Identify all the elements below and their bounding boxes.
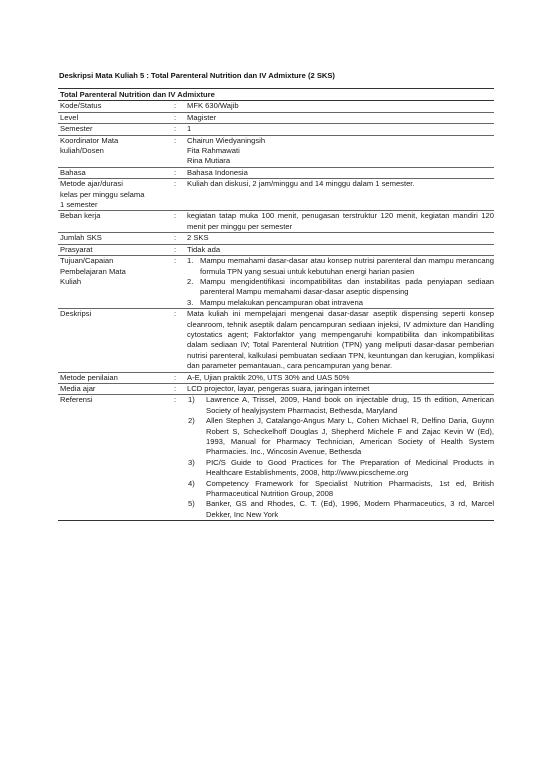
item-text: Mampu mengidentifikasi incompatibilitas dan instabilitas pada penyiapan sediaan parenteral Mampu memahami dasar-dasar aseptic dispensing: [200, 276, 495, 297]
item-text: Competency Framework for Specialist Nutrition Pharmacists, 1st ed, British Pharmaceutical Nutrition Group, 2008: [206, 478, 495, 499]
list-item: [187, 416, 494, 458]
table-row-bahasa: [58, 167, 494, 178]
item-number: 3.: [187, 297, 194, 307]
row-value: kegiatan tatap muka 100 menit, penugasan terstruktur 120 menit, kegiatan mandiri 120 menit per minggu per semester: [187, 211, 495, 231]
list-item: [187, 395, 494, 416]
row-value: A-E, Ujian praktik 20%, UTS 30% and UAS 50%: [185, 372, 494, 383]
row-colon: :: [172, 309, 185, 372]
row-value: Mata kuliah ini mempelajari mengenai dasar-dasar aseptik dispensing seperti konsep cleanroom, tehnik aseptik dalam pencampuran sediaan injeksi, IV admixture dan Handling cytostatics agent; Faktorfaktor yang mempengaruhi kompatibilita dan inkompatibilitas dalam sediaan IV; Total Parenteral Nutrition (TPN) yang meliputi dasar-dasar pemberian nutrisi parenteral, kalkulasi pembuatan sediaan TPN, keuntungan dan kerugian, komplikasi dan parameter pemantauan., cara pencampuran yang benar.: [187, 309, 495, 371]
row-label: Bahasa: [58, 167, 172, 178]
row-label: Prasyarat: [58, 244, 172, 255]
table-heading: Total Parenteral Nutrition dan IV Admixture: [58, 89, 494, 101]
row-colon: :: [172, 383, 185, 394]
row-label: Metode penilaian: [58, 372, 172, 383]
lecturer-name: Chairun Wiedyaningsih: [187, 135, 266, 145]
item-text: Banker, GS and Rhodes, C. T. (Ed), 1996, Modern Pharmaceutics, 3 rd, Marcel Dekker, Inc New York: [206, 499, 495, 519]
list-item: [187, 298, 494, 308]
table-row-deskripsi: [58, 309, 494, 372]
row-label-line: Metode ajar/durasi: [60, 179, 123, 189]
table-row-level: [58, 112, 494, 123]
item-number: 4): [188, 478, 195, 488]
list-item: [187, 499, 494, 520]
row-value: [185, 256, 494, 309]
row-label-line: kuliah/Dosen: [60, 146, 104, 156]
row-label-line: Kuliah: [60, 276, 82, 286]
row-value: [185, 395, 494, 521]
row-label: Semester: [58, 124, 172, 135]
row-label: Kode/Status: [58, 101, 172, 112]
table-row-beban-kerja: [58, 211, 494, 233]
row-label: Media ajar: [58, 383, 172, 394]
row-colon: :: [172, 395, 185, 521]
table-row-media-ajar: [58, 383, 494, 394]
item-number: 1): [188, 395, 195, 405]
learning-outcomes-list: [187, 256, 494, 308]
document-title: Deskripsi Mata Kuliah 5 : Total Parenteral Nutrition dan IV Admixture (2 SKS): [59, 71, 335, 80]
item-number: 5): [188, 499, 195, 509]
row-value: MFK 630/Wajib: [185, 101, 494, 112]
row-label-line: kelas per minggu selama: [60, 189, 145, 199]
list-item: [187, 479, 494, 500]
item-number: 1.: [187, 256, 194, 266]
row-label-line: Pembelajaran Mata: [60, 266, 126, 276]
item-text: Lawrence A, Trissel, 2009, Hand book on injectable drug, 15 th edition, American Society of healyjsystem Pharmacist, Bethesda, Maryland: [206, 395, 495, 415]
list-item: [187, 256, 494, 277]
row-colon: :: [172, 135, 185, 167]
row-label-line: 1 semester: [60, 200, 98, 210]
row-value: LCD projector, layar, pengeras suara, jaringan internet: [185, 383, 494, 394]
table-row-prasyarat: [58, 244, 494, 255]
row-value: [185, 135, 494, 167]
row-colon: :: [172, 244, 185, 255]
row-value: Bahasa Indonesia: [185, 167, 494, 178]
table-row-metode-ajar: [58, 179, 494, 211]
row-colon: :: [172, 112, 185, 123]
row-label: Jumlah SKS: [58, 233, 172, 244]
item-number: 3): [188, 457, 195, 467]
lecturer-name: Rina Mutiara: [187, 156, 231, 166]
table-row-semester: [58, 124, 494, 135]
row-colon: :: [172, 167, 185, 178]
row-label: Referensi: [58, 395, 172, 521]
row-label: [58, 256, 172, 309]
item-text: PIC/S Guide to Good Practices for The Preparation of Medicinal Products in Healthcare Establishments, 2008, http://www.picscheme.org: [206, 457, 495, 478]
course-description-table: [58, 88, 494, 521]
row-label: [58, 179, 172, 211]
list-item: [187, 277, 494, 298]
item-number: 2): [188, 416, 195, 426]
row-label-line: Koordinator Mata: [60, 135, 119, 145]
table-row-kode: [58, 101, 494, 112]
item-text: Allen Stephen J, Catalango-Angus Mary L, Cohen Michael R, Delfino Daria, Guynn Robert S, Scheckelhoff Douglas J, Shepherd Michele F and Zajac Kevin W (Ed), 1993, Manual for Pharmacy Technician, American Society of Health System Pharmacies. Inc., Wincosin Avenue, Bethesda: [206, 416, 495, 457]
row-colon: :: [172, 179, 185, 211]
row-colon: :: [172, 256, 185, 309]
row-colon: :: [172, 211, 185, 233]
table-row-referensi: [58, 395, 494, 521]
table-row-jumlah-sks: [58, 233, 494, 244]
references-list: [187, 395, 494, 520]
row-label-line: Tujuan/Capaian: [60, 256, 114, 266]
row-label: Beban kerja: [58, 211, 172, 233]
table-row-koordinator: [58, 135, 494, 167]
item-number: 2.: [187, 276, 194, 286]
row-label: Level: [58, 112, 172, 123]
row-value: 1: [185, 124, 494, 135]
row-value: Magister: [185, 112, 494, 123]
row-value: Tidak ada: [185, 244, 494, 255]
item-text: Mampu melakukan pencampuran obat intravena: [200, 297, 363, 307]
item-text: Mampu memahami dasar-dasar atau konsep nutrisi parenteral dan mampu merancang formula TPN yang sesuai untuk kebutuhan energi harian pasien: [200, 256, 495, 276]
row-colon: :: [172, 101, 185, 112]
table-row-tujuan: [58, 256, 494, 309]
lecturer-name: Fita Rahmawati: [187, 146, 240, 156]
row-label: [58, 135, 172, 167]
row-colon: :: [172, 124, 185, 135]
table-row-metode-penilaian: [58, 372, 494, 383]
row-value: Kuliah dan diskusi, 2 jam/minggu and 14 minggu dalam 1 semester.: [185, 179, 494, 211]
list-item: [187, 458, 494, 479]
row-colon: :: [172, 233, 185, 244]
row-label: Deskripsi: [58, 309, 172, 372]
row-colon: :: [172, 372, 185, 383]
row-value: 2 SKS: [185, 233, 494, 244]
